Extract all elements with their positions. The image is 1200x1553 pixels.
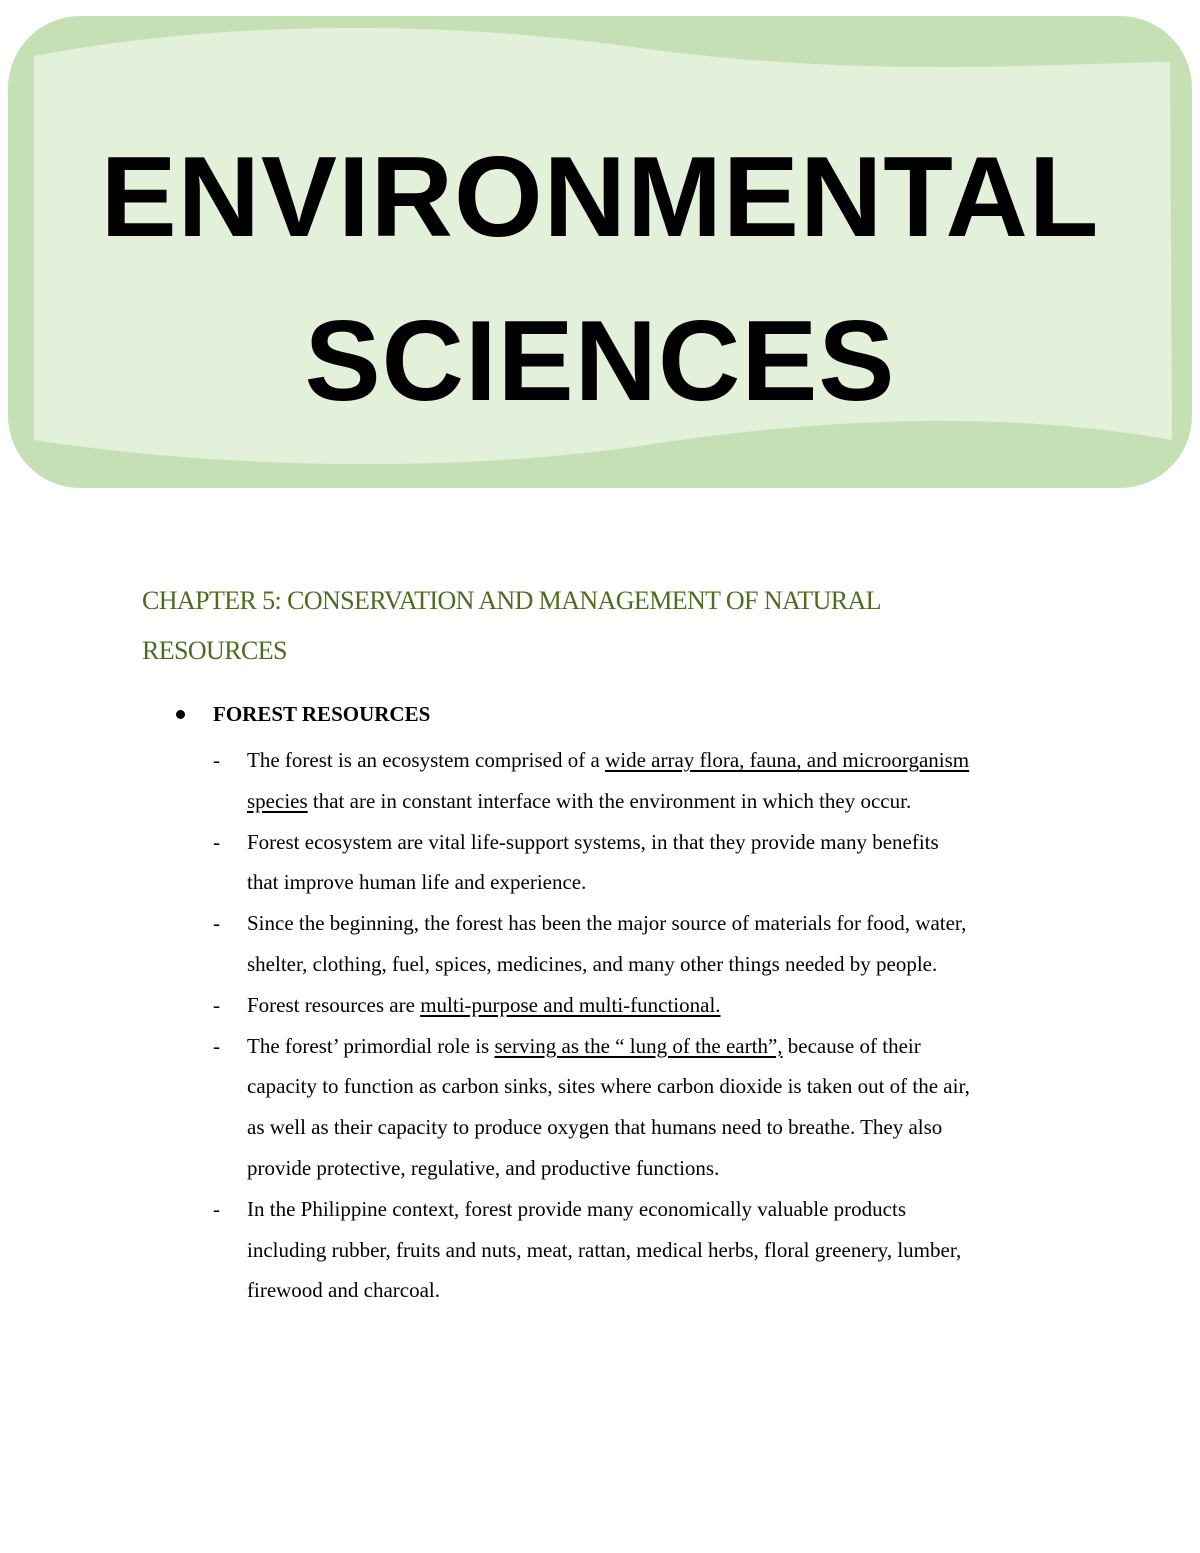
item-text: The forest’ primordial role is xyxy=(247,1033,495,1058)
underlined-text: multi-purpose and multi-functional. xyxy=(420,992,721,1017)
chapter-heading-line-2: RESOURCES xyxy=(142,636,287,665)
chapter-heading-line-1: CHAPTER 5: CONSERVATION AND MANAGEMENT OF NATURAL xyxy=(142,586,881,615)
title-line-2: SCIENCES xyxy=(304,298,896,425)
item-text: because of their xyxy=(782,1033,921,1058)
dash-marker: - xyxy=(213,1196,220,1221)
item-text: The forest is an ecosystem comprised of a xyxy=(247,748,606,772)
section-bullet xyxy=(170,700,1070,728)
list-item xyxy=(170,985,1067,1026)
list-item xyxy=(170,1026,1067,1189)
item-text: In the Philippine context, forest provide many economically valuable products xyxy=(247,1196,906,1221)
underlined-text: species xyxy=(247,788,308,813)
underlined-text: wide array flora, fauna, and microorganism xyxy=(605,748,970,772)
item-text: that improve human life and experience. xyxy=(247,870,587,895)
dash-marker: - xyxy=(213,748,220,772)
item-text: provide protective, regulative, and productive functions. xyxy=(247,1155,720,1180)
list-item xyxy=(170,1189,1067,1311)
bullet-icon xyxy=(176,710,185,719)
forest-points-list xyxy=(170,740,1070,1311)
item-text: Since the beginning, the forest has been the major source of materials for food, water, xyxy=(247,911,967,936)
item-text: including rubber, fruits and nuts, meat, rattan, medical herbs, floral greenery, lumber, xyxy=(247,1237,962,1262)
item-text: firewood and charcoal. xyxy=(247,1278,440,1303)
list-item xyxy=(170,822,1067,904)
underlined-text: serving as the “ lung of the earth”, xyxy=(494,1033,783,1058)
item-text: Forest resources are xyxy=(247,992,421,1017)
title-line-1: ENVIRONMENTAL xyxy=(100,134,1100,261)
dash-marker: - xyxy=(213,992,220,1017)
section-title: FOREST RESOURCES xyxy=(213,701,431,726)
item-text: Forest ecosystem are vital life-support systems, in that they provide many benefits xyxy=(247,829,939,854)
item-text: as well as their capacity to produce oxygen that humans need to breathe. They also xyxy=(247,1115,943,1140)
dash-marker: - xyxy=(213,829,220,854)
chapter-heading xyxy=(142,576,1042,676)
item-text: shelter, clothing, fuel, spices, medicines, and many other things needed by people. xyxy=(247,951,938,976)
title-banner xyxy=(0,0,1200,500)
dash-marker: - xyxy=(213,911,220,936)
forest-resources-section xyxy=(170,700,1070,1311)
item-text: capacity to function as carbon sinks, sites where carbon dioxide is taken out of the air, xyxy=(247,1074,970,1099)
item-text: that are in constant interface with the environment in which they occur. xyxy=(307,788,912,813)
list-item xyxy=(170,740,1067,822)
list-item xyxy=(170,903,1067,985)
dash-marker: - xyxy=(213,1033,220,1058)
